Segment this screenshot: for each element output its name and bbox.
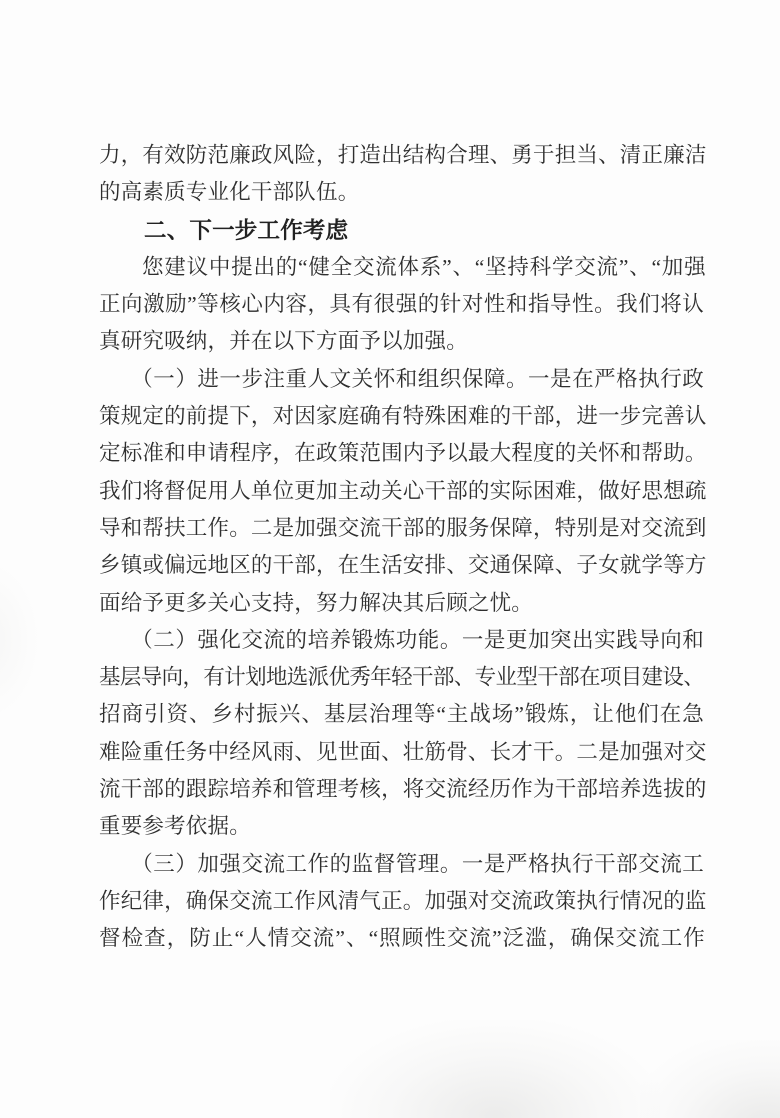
- text-line: 导和帮扶工作。二是加强交流干部的服务保障，特别是对交流到: [99, 515, 707, 540]
- text-line: 真研究吸纳，并在以下方面予以加强。: [99, 329, 468, 354]
- section-heading: 二、下一步工作考虑: [144, 217, 349, 243]
- text-line: 的高素质专业化干部队伍。: [99, 180, 360, 205]
- text-line: 难险重任务中经风雨、见世面、壮筋骨、长才干。二是加强对交: [99, 739, 707, 764]
- text-line: 我们将督促用人单位更加主动关心干部的实际困难，做好思想疏: [99, 478, 707, 503]
- text-line: （三）加强交流工作的监督管理。一是严格执行干部交流工: [131, 851, 704, 876]
- text-line: 策规定的前提下，对因家庭确有特殊困难的干部，进一步完善认: [99, 404, 707, 429]
- text-line: （一）进一步注重人文关怀和组织保障。一是在严格执行政: [131, 366, 704, 391]
- text-line: 乡镇或偏远地区的干部，在生活安排、交通保障、子女就学等方: [99, 553, 707, 578]
- scan-smudge: [0, 560, 40, 720]
- text-line: 面给予更多关心支持，努力解决其后顾之忧。: [99, 590, 534, 615]
- text-line: 您建议中提出的“健全交流体系”、“坚持科学交流”、“加强: [142, 254, 704, 279]
- text-line: 督检查，防止“人情交流”、“照顾性交流”泛滥，确保交流工作: [99, 926, 704, 951]
- text-line: 定标准和申请程序，在政策范围内予以最大程度的关怀和帮助。: [99, 441, 707, 466]
- text-line: 招商引资、乡村振兴、基层治理等“主战场”锻炼，让他们在急: [99, 702, 704, 727]
- text-line: 正向激励”等核心内容，具有很强的针对性和指导性。我们将认: [99, 292, 704, 317]
- document-text: [99, 137, 707, 958]
- scan-smudge: [640, 1040, 780, 1118]
- text-line: 基层导向，有计划地选派优秀年轻干部、专业型干部在项目建设、: [99, 665, 704, 690]
- text-line: 力，有效防范廉政风险，打造出结构合理、勇于担当、清正廉洁: [99, 143, 707, 167]
- text-line: 流干部的跟踪培养和管理考核，将交流经历作为干部培养选拔的: [99, 777, 707, 802]
- text-line: （二）强化交流的培养锻炼功能。一是更加突出实践导向和: [131, 627, 704, 652]
- scan-smudge: [330, 1020, 660, 1118]
- text-line: 重要参考依据。: [99, 814, 251, 839]
- text-line: 作纪律，确保交流工作风清气正。加强对交流政策执行情况的监: [99, 888, 707, 913]
